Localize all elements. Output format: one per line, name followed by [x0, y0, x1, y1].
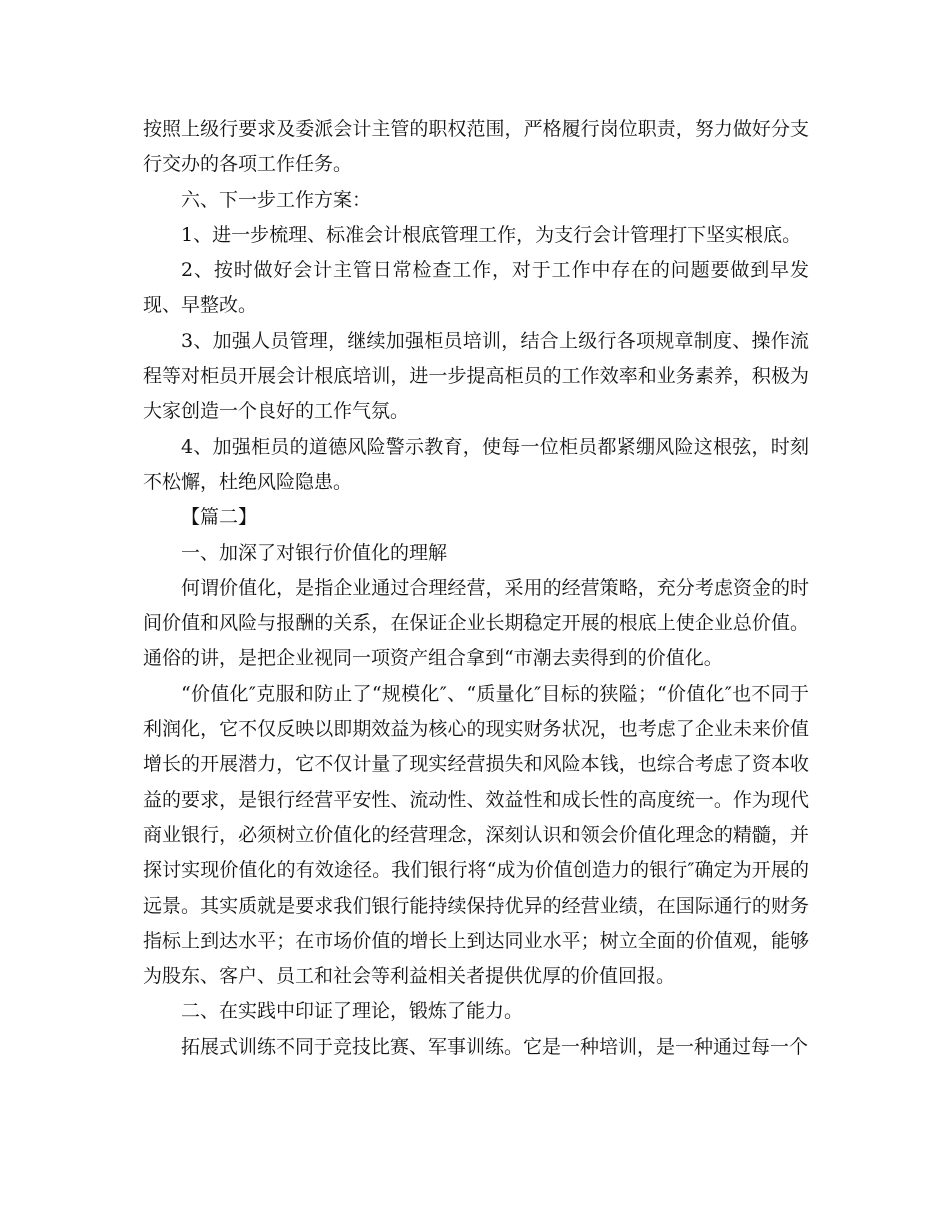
section-heading-value: 一、加深了对银行价值化的理解: [181, 541, 448, 564]
list-item-1: 1、进一步梳理、标准会计根底管理工作，为支行会计管理打下坚实根底。: [181, 223, 802, 246]
list-item-4: 4、加强柜员的道德风险警示教育，使每一位柜员都紧绷风险这根弦，时刻不松懈，杜绝风险隐患。: [143, 435, 809, 493]
list-item-2: 2、按时做好会计主管日常检查工作，对于工作中存在的问题要做到早发现、早整改。: [143, 259, 809, 317]
list-item-3: 3、加强人员管理，继续加强柜员培训，结合上级行各项规章制度、操作流程等对柜员开展会计根底培训，进一步提高柜员的工作效率和业务素养，积极为大家创造一个良好的工作气氛。: [143, 329, 809, 423]
paragraph-value-concept: “价值化″克服和防止了“规模化″、“质量化″目标的狭隘；“价值化″也不同于利润化，它不仅反映以即期效益为核心的现实财务状况，也考虑了企业未来价值增长的开展潜力，它不仅计量了现实经营损失和风险本钱，也综合考虑了资本收益的要求，是银行经营平安性、流动性、效益性和成长性的高度统一。作为现代商业银行，必须树立价值化的经营理念，深刻认识和领会价值化理念的精髓，并探讨实现价值化的有效途径。我们银行将“成为价值创造力的银行″确定为开展的远景。其实质就是要求我们银行能持续保持优异的经营业绩，在国际通行的财务指标上到达水平；在市场价值的增长上到达同业水平；树立全面的价值观，能够为股东、客户、员工和社会等利益相关者提供优厚的价值回报。: [143, 682, 809, 988]
part-two-heading: 【篇二】: [181, 506, 258, 529]
paragraph-value-definition: 何谓价值化，是指企业通过合理经营，采用的经营策略，充分考虑资金的时间价值和风险与报酬的关系，在保证企业长期稳定开展的根底上使企业总价值。通俗的讲，是把企业视同一项资产组合拿到“市潮去卖得到的价值化。: [143, 576, 809, 670]
document-body: [143, 112, 809, 1065]
paragraph-training: 拓展式训练不同于竞技比赛、军事训练。它是一种培训，是一种通过每一个: [181, 1035, 809, 1058]
section-heading-practice: 二、在实践中印证了理论，锻炼了能力。: [181, 1000, 524, 1023]
section-heading-next-steps: 六、下一步工作方案：: [181, 188, 372, 211]
paragraph-continuation: 按照上级行要求及委派会计主管的职权范围，严格履行岗位职责，努力做好分支行交办的各项工作任务。: [143, 118, 809, 176]
